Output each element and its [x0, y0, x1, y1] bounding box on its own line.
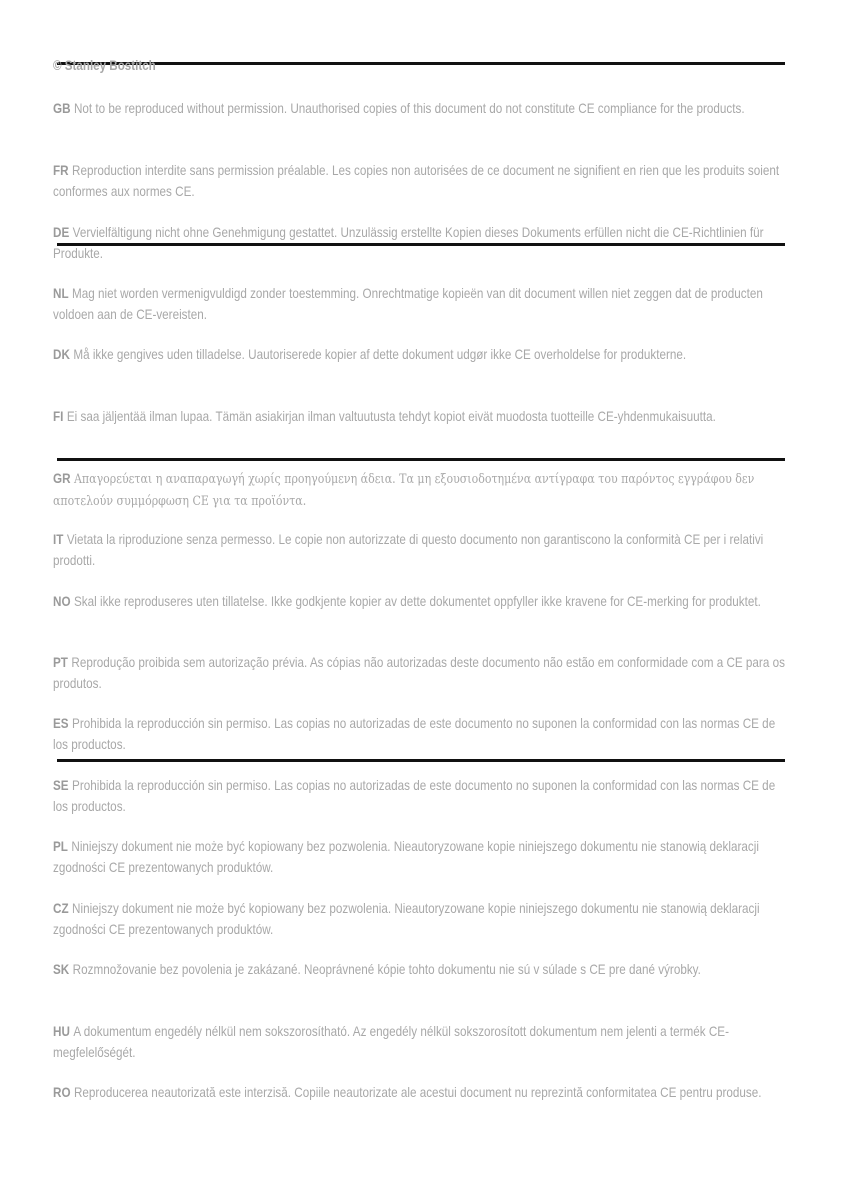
notice-text: Reprodução proibida sem autorização prévia. As cópias não autorizadas deste documento não estão em conformidade com a CE para os produtos. — [53, 655, 785, 691]
notice-text: Απαγορεύεται η αναπαραγωγή χωρίς προηγούμενη άδεια. Τα μη εξουσιοδοτημένα αντίγραφα του παρόντος εγγράφου δεν αποτελούν συμμόρφωση CE για τα προϊόντα. — [53, 472, 755, 509]
notice-text: Vietata la riproduzione senza permesso. Le copie non autorizzate di questo documento non garantiscono la conformità CE per i relativi prodotti. — [53, 532, 764, 568]
language-code: HU — [53, 1024, 70, 1039]
horizontal-rule — [57, 759, 785, 762]
notice-cz — [53, 899, 788, 940]
notice-fr — [53, 161, 788, 202]
notice-text: Prohibida la reproducción sin permiso. Las copias no autorizadas de este documento no suponen la conformidad con las normas CE de los productos. — [53, 716, 776, 752]
notice-text: A dokumentum engedély nélkül nem sokszorosítható. Az engedély nélkül sokszorosított dokumentum nem jelenti a termék CE-megfelelőségét. — [53, 1024, 730, 1060]
notice-de — [53, 223, 788, 264]
notice-text: Rozmnožovanie bez povolenia je zakázané. Neoprávnené kópie tohto dokumentu nie sú v súlade s CE pre dané výrobky. — [72, 962, 701, 977]
language-code: NO — [53, 594, 71, 609]
language-code: GB — [53, 101, 71, 116]
notice-es — [53, 714, 788, 755]
language-code: PT — [53, 655, 68, 670]
notice-text: Skal ikke reproduseres uten tillatelse. Ikke godkjente kopier av dette dokumentet oppfyller ikke kravene for CE-merking for produktet. — [73, 594, 761, 609]
horizontal-rule — [57, 62, 785, 65]
notice-no — [53, 592, 788, 613]
language-code: NL — [53, 286, 69, 301]
notice-text: Reproduction interdite sans permission préalable. Les copies non autorisées de ce document ne signifient en rien que les produits soient conformes aux normes CE. — [53, 163, 780, 199]
notice-gr — [53, 469, 788, 512]
notice-text: Ei saa jäljentää ilman lupaa. Tämän asiakirjan ilman valtuutusta tehdyt kopiot eivät muodosta tuotteille CE-yhdenmukaisuutta. — [66, 409, 716, 424]
language-code: ES — [53, 716, 69, 731]
horizontal-rule — [57, 458, 785, 461]
notice-text: Niniejszy dokument nie może być kopiowany bez pozwolenia. Nieautoryzowane kopie niniejszego dokumentu nie stanowią deklaracji zgodności CE prezentowanych produktów. — [53, 901, 760, 937]
notice-sk — [53, 960, 788, 981]
language-code: SK — [53, 962, 70, 977]
notice-fi — [53, 407, 788, 428]
language-code: IT — [53, 532, 64, 547]
notice-hu — [53, 1022, 788, 1063]
notice-ro — [53, 1083, 788, 1104]
notice-pt — [53, 653, 788, 694]
language-code: GR — [53, 471, 71, 486]
language-code: FI — [53, 409, 64, 424]
language-code: SE — [53, 778, 69, 793]
notice-text: Niniejszy dokument nie może być kopiowany bez pozwolenia. Nieautoryzowane kopie niniejszego dokumentu nie stanowią deklaracji zgodności CE prezentowanych produktów. — [53, 839, 759, 875]
notice-text: Vervielfältigung nicht ohne Genehmigung gestattet. Unzulässig erstellte Kopien dieses Dokuments erfüllen nicht die CE-Richtlinien für Produkte. — [53, 225, 764, 261]
notice-nl — [53, 284, 788, 325]
notice-it — [53, 530, 788, 571]
notice-text: Prohibida la reproducción sin permiso. Las copias no autorizadas de este documento no suponen la conformidad con las normas CE de los productos. — [53, 778, 776, 814]
notice-gb — [53, 99, 788, 120]
notice-text: Reproducerea neautorizată este interzisă. Copiile neautorizate ale acestui document nu reprezintă conformitatea CE pentru produse. — [73, 1085, 762, 1100]
notice-text: Må ikke gengives uden tilladelse. Uautoriserede kopier af dette dokument udgør ikke CE overholdelse for produkterne. — [73, 347, 687, 362]
language-code: CZ — [53, 901, 69, 916]
language-code: DK — [53, 347, 70, 362]
notice-dk — [53, 345, 788, 366]
notice-text: Not to be reproduced without permission. Unauthorised copies of this document do not constitute CE compliance for the products. — [73, 101, 745, 116]
notice-se — [53, 776, 788, 817]
notice-text: Mag niet worden vermenigvuldigd zonder toestemming. Onrechtmatige kopieën van dit document willen niet zeggen dat de producten voldoen aan de CE-vereisten. — [53, 286, 763, 322]
language-code: DE — [53, 225, 70, 240]
language-code: FR — [53, 163, 69, 178]
language-code: PL — [53, 839, 68, 854]
notice-pl — [53, 837, 788, 878]
language-code: RO — [53, 1085, 71, 1100]
copyright-notice: © Stanley Bostitch — [53, 58, 156, 73]
